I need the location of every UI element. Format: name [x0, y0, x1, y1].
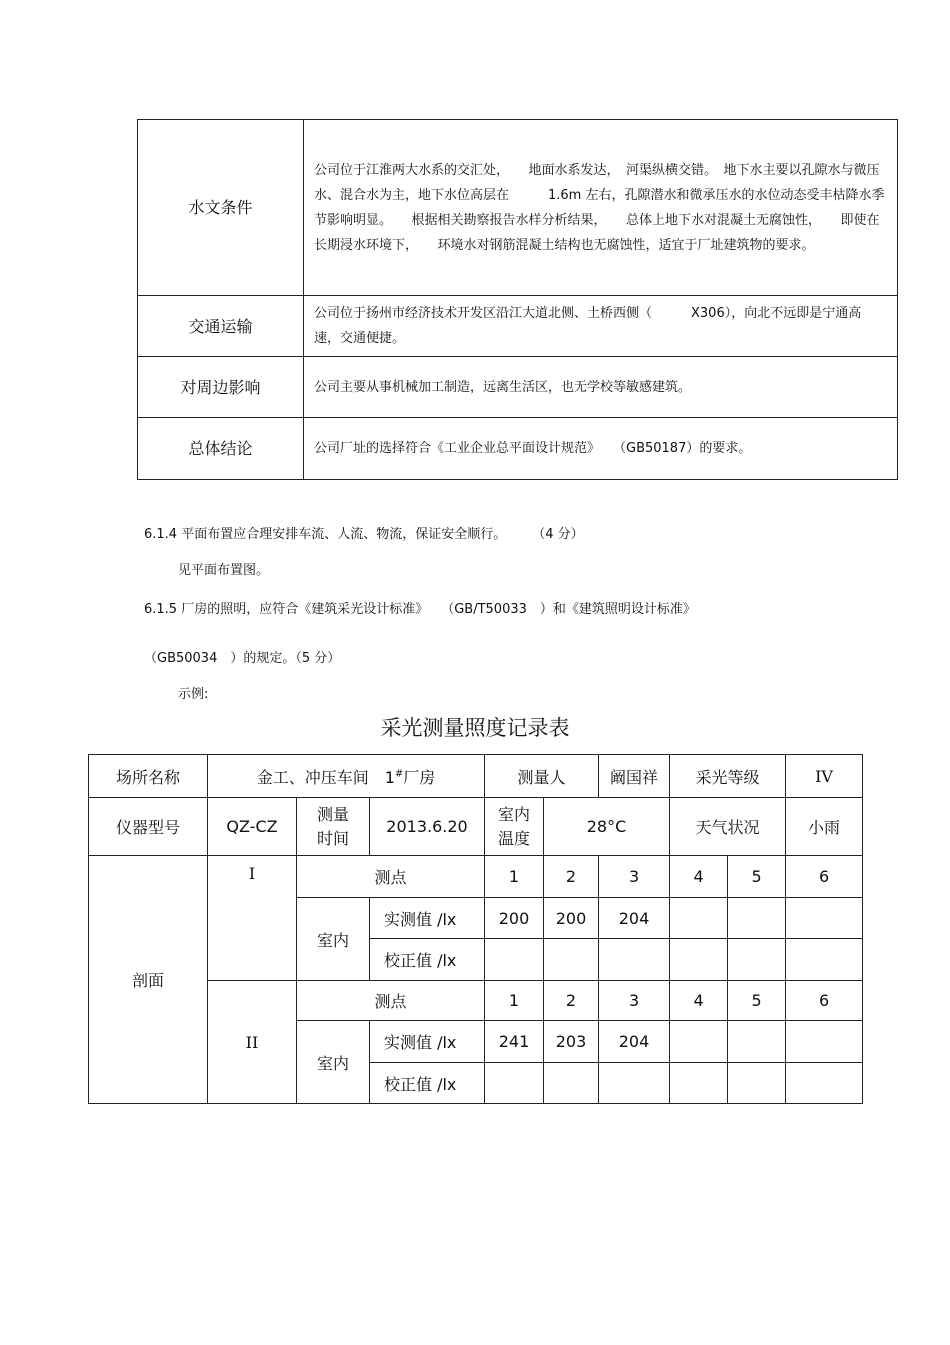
point-number: 2: [544, 981, 599, 1021]
instrument-label: 仪器型号: [89, 798, 208, 856]
measured-cell: 200: [485, 898, 544, 939]
site-name-value: 金工、冲压车间 1#厂房: [208, 755, 485, 798]
example-label: 示例:: [178, 687, 209, 702]
measured-cell: [728, 1021, 786, 1063]
section-name: I: [208, 856, 297, 981]
transport-text: 公司位于扬州市经济技术开发区沿江大道北侧、土桥西侧（ X306），向北不远即是宁通高速，交通便捷。: [304, 296, 898, 357]
measured-label: 实测值 /lx: [370, 898, 485, 939]
measured-cell: 204: [599, 1021, 670, 1063]
measured-cell: 200: [544, 898, 599, 939]
section-label: 剖面: [89, 856, 208, 1104]
corrected-cell: [485, 939, 544, 981]
weather-value: 小雨: [786, 798, 863, 856]
corrected-cell: [670, 939, 728, 981]
grade-label: 采光等级: [670, 755, 786, 798]
point-number: 3: [599, 981, 670, 1021]
corrected-label: 校正值 /lx: [370, 939, 485, 981]
clause-6-1-4: 6.1.4 平面布置应合理安排车流、人流、物流，保证安全顺行。 （4 分）: [144, 527, 584, 542]
corrected-cell: [670, 1063, 728, 1104]
corrected-cell: [786, 1063, 863, 1104]
measured-cell: [670, 1021, 728, 1063]
section-name: II: [208, 981, 297, 1104]
measured-cell: [728, 898, 786, 939]
clause-6-1-4-note: 见平面布置图。: [178, 563, 270, 578]
point-number: 5: [728, 981, 786, 1021]
transport-label: 交通运输: [138, 296, 304, 357]
temp-label: 室内温度: [485, 798, 544, 856]
corrected-cell: [728, 1063, 786, 1104]
point-number: 5: [728, 856, 786, 898]
point-number: 6: [786, 856, 863, 898]
measurer-label: 测量人: [485, 755, 599, 798]
corrected-cell: [786, 939, 863, 981]
corrected-cell: [599, 1063, 670, 1104]
measured-cell: 203: [544, 1021, 599, 1063]
indoor-label: 室内: [297, 898, 370, 981]
conclusion-text: 公司厂址的选择符合《工业企业总平面设计规范》 （GB50187）的要求。: [304, 418, 898, 480]
point-number: 2: [544, 856, 599, 898]
indoor-label: 室内: [297, 1021, 370, 1104]
time-value: 2013.6.20: [370, 798, 485, 856]
corrected-cell: [544, 939, 599, 981]
illuminance-record-table: [88, 754, 863, 1104]
point-number: 6: [786, 981, 863, 1021]
surrounding-impact-text: 公司主要从事机械加工制造，远离生活区，也无学校等敏感建筑。: [304, 357, 898, 418]
corrected-cell: [544, 1063, 599, 1104]
temp-value: 28°C: [544, 798, 670, 856]
hydrology-label: 水文条件: [138, 120, 304, 296]
measured-cell: [786, 1021, 863, 1063]
point-number: 4: [670, 981, 728, 1021]
corrected-cell: [599, 939, 670, 981]
measured-cell: 204: [599, 898, 670, 939]
record-table-title: 采光测量照度记录表: [380, 716, 570, 740]
corrected-cell: [485, 1063, 544, 1104]
measured-cell: [670, 898, 728, 939]
site-condition-table: [137, 119, 898, 480]
corrected-cell: [728, 939, 786, 981]
measured-cell: 241: [485, 1021, 544, 1063]
point-label: 测点: [297, 856, 485, 898]
instrument-value: QZ-CZ: [208, 798, 297, 856]
weather-label: 天气状况: [670, 798, 786, 856]
clause-6-1-5: 6.1.5 厂房的照明，应符合《建筑采光设计标准》 （GB/T50033 ）和《建筑照明设计标准》: [144, 602, 696, 617]
hydrology-text: 公司位于江淮两大水系的交汇处， 地面水系发达， 河渠纵横交错。 地下水主要以孔隙水与微压水、混合水为主，地下水位高层在 1.6m 左右，孔隙潜水和微承压水的水位动态受丰枯降水季节影响明显。 根据相关勘察报告水样分析结果， 总体上地下水对混凝土无腐蚀性， 即使在长期浸水环境下， 环境水对钢筋混凝土结构也无腐蚀性，适宜于厂址建筑物的要求。: [304, 120, 898, 296]
point-number: 1: [485, 981, 544, 1021]
site-name-label: 场所名称: [89, 755, 208, 798]
point-number: 3: [599, 856, 670, 898]
conclusion-label: 总体结论: [138, 418, 304, 480]
point-number: 4: [670, 856, 728, 898]
measured-label: 实测值 /lx: [370, 1021, 485, 1063]
time-label: 测量时间: [297, 798, 370, 856]
point-label: 测点: [297, 981, 485, 1021]
measured-cell: [786, 898, 863, 939]
clause-6-1-5-cont: （GB50034 ）的规定。（5 分）: [144, 651, 341, 666]
surrounding-impact-label: 对周边影响: [138, 357, 304, 418]
point-number: 1: [485, 856, 544, 898]
corrected-label: 校正值 /lx: [370, 1063, 485, 1104]
grade-value: IV: [786, 755, 863, 798]
measurer-value: 阚国祥: [599, 755, 670, 798]
